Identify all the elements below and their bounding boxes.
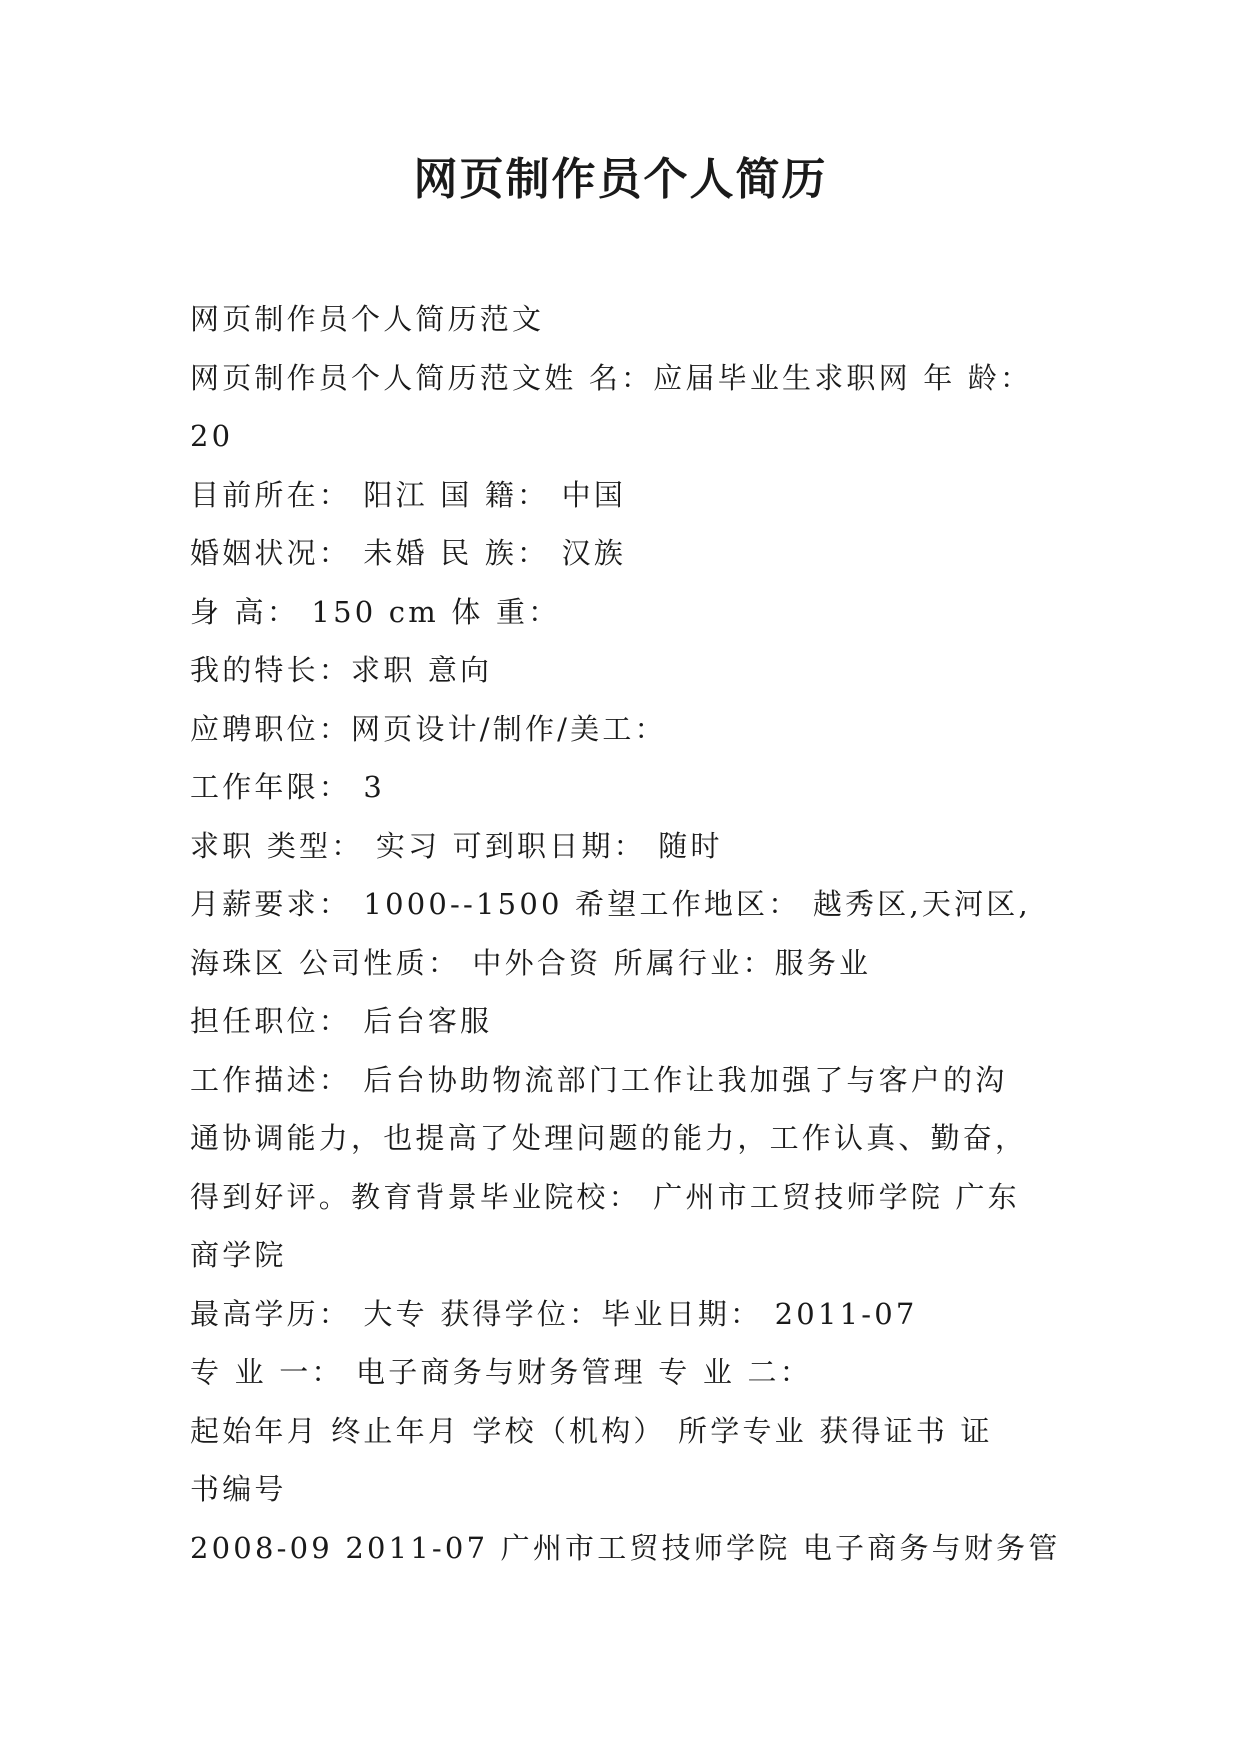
text-line: 海珠区 公司性质： 中外合资 所属行业：服务业: [190, 945, 872, 980]
text-line: 月薪要求： 1000--1500 希望工作地区： 越秀区,天河区,: [190, 887, 1031, 921]
text-line: 应聘职位：网页设计/制作/美工：: [190, 711, 667, 746]
text-line: 婚姻状况： 未婚 民 族： 汉族: [190, 536, 627, 570]
text-line: 网页制作员个人简历范文姓 名：应届毕业生求职网 年 龄：: [190, 360, 1033, 395]
text-line: 书编号: [190, 1472, 287, 1506]
text-line: 得到好评。教育背景毕业院校： 广州市工贸技师学院 广东: [190, 1179, 1020, 1214]
text-line: 我的特长：求职 意向: [190, 653, 493, 687]
text-line: 身 高： 150 cm 体 重：: [190, 594, 561, 629]
text-line: 商学院: [190, 1238, 287, 1272]
text-line: 最高学历： 大专 获得学位：毕业日期： 2011-07: [190, 1296, 918, 1331]
text-line: 目前所在： 阳江 国 籍： 中国: [190, 477, 627, 512]
document-body: [190, 290, 1070, 1577]
text-line: 网页制作员个人简历范文: [190, 302, 545, 336]
text-line: 担任职位： 后台客服: [190, 1004, 493, 1038]
document-title: 网页制作员个人简历: [413, 154, 828, 205]
text-line: 起始年月 终止年月 学校（机构） 所学专业 获得证书 证: [190, 1413, 993, 1448]
text-line: 求职 类型： 实习 可到职日期： 随时: [190, 828, 723, 863]
text-line: 20: [190, 419, 234, 453]
text-line: 工作描述： 后台协助物流部门工作让我加强了与客户的沟: [190, 1062, 1008, 1097]
text-line: 工作年限： 3: [190, 770, 386, 804]
text-line: 2008-09 2011-07 广州市工贸技师学院 电子商务与财务管: [190, 1530, 1061, 1565]
text-line: 专 业 一： 电子商务与财务管理 专 业 二：: [190, 1355, 812, 1389]
text-line: 通协调能力，也提高了处理问题的能力，工作认真、勤奋，: [190, 1121, 1028, 1155]
